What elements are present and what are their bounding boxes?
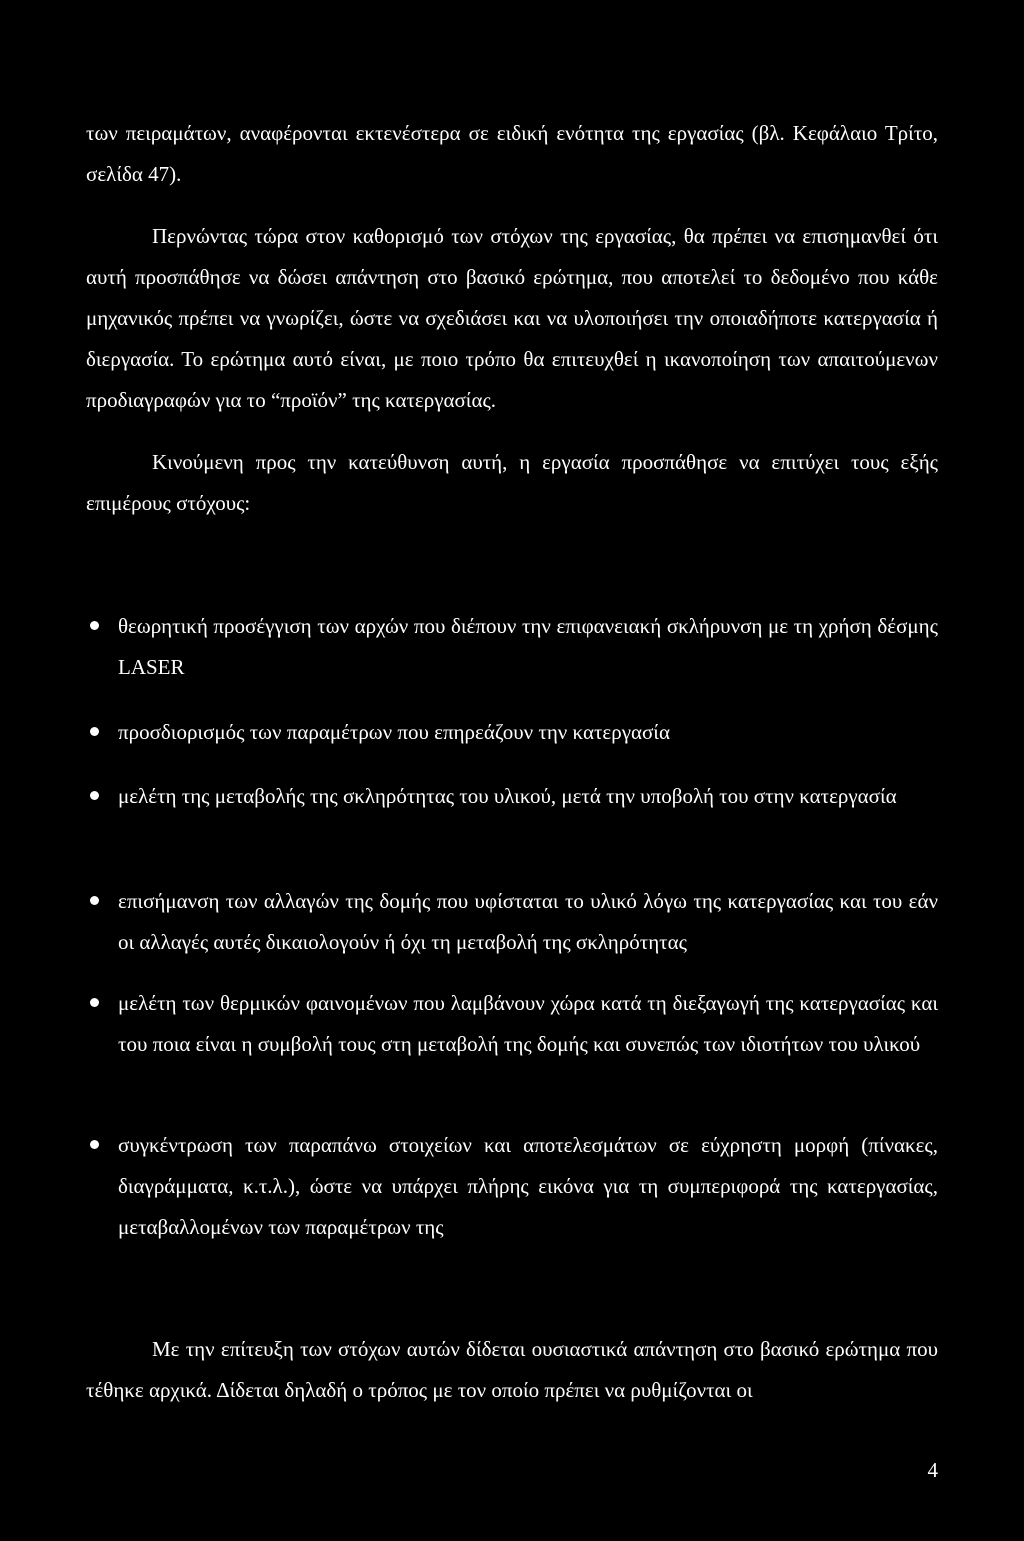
list-item <box>118 1125 938 1248</box>
list-item <box>118 881 938 963</box>
bullet-icon <box>90 727 99 736</box>
bullet-icon <box>90 1140 99 1149</box>
list-item <box>118 983 938 1065</box>
list-item-text: μελέτη της μεταβολής της σκληρότητας του υλικού, μετά την υποβολή του στην κατεργασία <box>118 784 897 808</box>
bullet-icon <box>90 896 99 905</box>
paragraph-experiments-reference: των πειραμάτων, αναφέρονται εκτενέστερα σε ειδική ενότητα της εργασίας (βλ. Κεφάλαιο Τρίτο, σελίδα 47). <box>86 121 938 186</box>
list-item-text: προσδιορισμός των παραμέτρων που επηρεάζουν την κατεργασία <box>118 720 670 744</box>
bullet-icon <box>90 998 99 1007</box>
list-item-text: επισήμανση των αλλαγών της δομής που υφίσταται το υλικό λόγω της κατεργασίας και του εάν οι αλλαγές αυτές δικαιολογούν ή όχι τη μεταβολή της σκληρότητας <box>118 889 938 954</box>
paragraph-objectives-lead: Κινούμενη προς την κατεύθυνση αυτή, η εργασία προσπάθησε να επιτύχει τους εξής επιμέρους στόχους: <box>86 450 938 515</box>
paragraph-objectives-intro: Περνώντας τώρα στον καθορισμό των στόχων της εργασίας, θα πρέπει να επισημανθεί ότι αυτή προσπάθησε να δώσει απάντηση στο βασικό ερώτημα, που αποτελεί το δεδομένο που κάθε μηχανικός πρέπει να γνωρίζει, ώστε να σχεδιάσει και να υλοποιήσει την οποιαδήποτε κατεργασία ή διεργασία. Το ερώτημα αυτό είναι, με ποιο τρόπο θα επιτευχθεί η ικανοποίηση των απαιτούμενων προδιαγραφών για το “προϊόν” της κατεργασίας. <box>86 224 938 412</box>
page-number: 4 <box>927 1458 938 1482</box>
list-item <box>118 606 938 688</box>
paragraph-conclusion: Με την επίτευξη των στόχων αυτών δίδεται ουσιαστικά απάντηση στο βασικό ερώτημα που τέθηκε αρχικά. Δίδεται δηλαδή ο τρόπος με τον οποίο πρέπει να ρυθμίζονται οι <box>86 1337 938 1402</box>
bullet-icon <box>90 621 99 630</box>
list-item-text: μελέτη των θερμικών φαινομένων που λαμβάνουν χώρα κατά τη διεξαγωγή της κατεργασίας και του ποια είναι η συμβολή τους στη μεταβολή της δομής και συνεπώς των ιδιοτήτων του υλικού <box>118 991 938 1056</box>
list-item-text: θεωρητική προσέγγιση των αρχών που διέπουν την επιφανειακή σκλήρυνση με τη χρήση δέσμης LASER <box>118 614 938 679</box>
list-item <box>118 776 938 817</box>
list-item <box>118 712 938 753</box>
bullet-icon <box>90 791 99 800</box>
list-item-text: συγκέντρωση των παραπάνω στοιχείων και αποτελεσμάτων σε εύχρηστη μορφή (πίνακες, διαγράμματα, κ.τ.λ.), ώστε να υπάρχει πλήρης εικόνα για τη συμπεριφορά της κατεργασίας, μεταβαλλομένων των παραμέτρων της <box>118 1133 938 1239</box>
